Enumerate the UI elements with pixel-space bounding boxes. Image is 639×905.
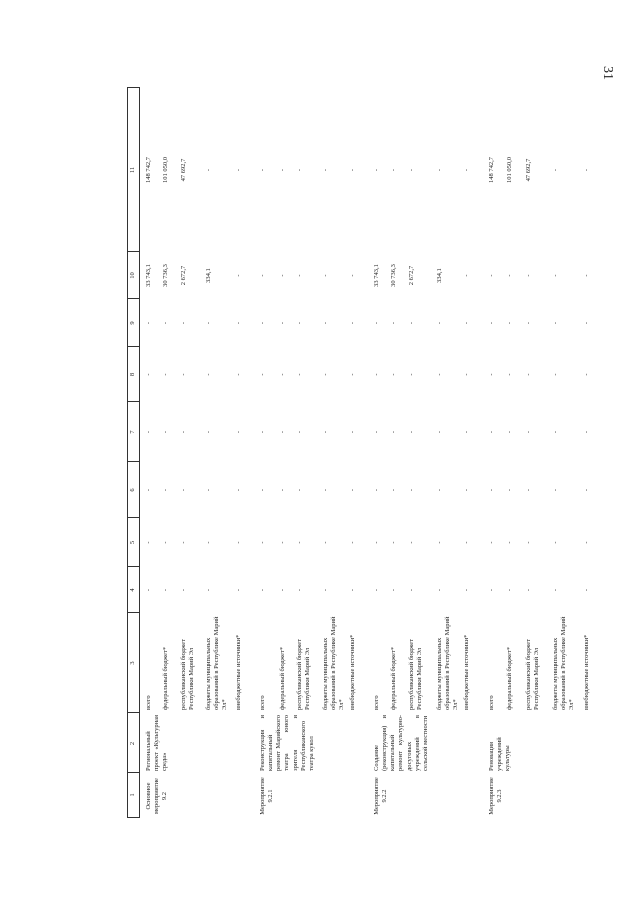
row-funding-source: бюджеты муниципальных образований в Республике Марий Эл* [205, 616, 229, 710]
row-value-col-5: - [463, 541, 470, 544]
row-value-col-8: - [162, 373, 169, 376]
row-value-col-10: - [463, 274, 470, 277]
row-value-col-11: - [436, 168, 443, 172]
row-value-col-10: 334,1 [436, 268, 443, 283]
header-col-4: 4 [127, 566, 140, 613]
row-value-col-8: - [525, 373, 532, 376]
row-value-col-8: - [279, 373, 286, 376]
row-value-col-8: - [488, 373, 495, 376]
row-activity-id: Основное мероприятие 9.2 [145, 778, 169, 814]
row-value-col-5: - [408, 541, 415, 544]
row-value-col-6: - [296, 488, 303, 492]
row-value-col-7: - [145, 430, 152, 434]
row-value-col-11: - [552, 168, 559, 172]
row-value-col-6: - [525, 488, 532, 492]
row-value-col-10: - [235, 274, 242, 277]
row-value-col-10: 2 672,7 [408, 265, 415, 286]
row-value-col-10: - [296, 274, 303, 277]
row-value-col-6: - [279, 488, 286, 492]
row-value-col-5: - [296, 541, 303, 544]
row-value-col-6: - [349, 488, 356, 492]
row-value-col-4: - [296, 588, 303, 592]
row-value-col-4: - [145, 588, 152, 592]
row-value-col-7: - [296, 430, 303, 434]
row-value-col-9: - [390, 321, 397, 325]
row-value-col-8: - [349, 373, 356, 376]
row-value-col-10: - [506, 274, 513, 277]
row-value-col-6: - [205, 488, 212, 492]
row-value-col-4: - [279, 588, 286, 592]
header-col-9: 9 [127, 298, 140, 347]
row-value-col-11: - [390, 168, 397, 172]
row-value-col-4: - [322, 588, 329, 592]
row-value-col-4: - [205, 588, 212, 592]
row-value-col-6: - [373, 488, 380, 492]
row-activity-id: Мероприятие 9.2.3 [488, 777, 504, 815]
row-value-col-5: - [322, 541, 329, 544]
row-value-col-6: - [259, 488, 266, 492]
row-value-col-9: - [552, 321, 559, 325]
row-value-col-4: - [552, 588, 559, 592]
row-value-col-9: - [296, 321, 303, 325]
row-funding-source: внебюджетные источники* [349, 634, 356, 710]
row-value-col-8: - [205, 373, 212, 376]
row-value-col-9: - [205, 321, 212, 325]
row-value-col-8: - [583, 373, 590, 376]
row-value-col-5: - [205, 541, 212, 544]
row-value-col-5: - [279, 541, 286, 544]
row-activity-id: Мероприятие 9.2.2 [373, 777, 389, 815]
header-col-6: 6 [127, 461, 140, 518]
row-value-col-11: - [373, 168, 380, 172]
row-value-col-4: - [583, 588, 590, 592]
row-value-col-9: - [145, 321, 152, 325]
row-funding-source: бюджеты муниципальных образований в Республике Марий Эл* [322, 616, 346, 710]
row-value-col-6: - [488, 488, 495, 492]
row-funding-source: федеральный бюджет* [390, 646, 397, 710]
row-activity-id: Мероприятие 9.2.1 [259, 777, 275, 815]
header-col-1: 1 [127, 772, 140, 818]
row-value-col-11: 148 742,7 [145, 157, 152, 183]
row-value-col-4: - [180, 588, 187, 592]
row-value-col-11: 101 050,0 [506, 157, 513, 183]
row-funding-source: республиканский бюджет Республики Марий Эл [408, 638, 424, 710]
row-value-col-9: - [259, 321, 266, 325]
row-funding-source: республиканский бюджет Республики Марий Эл [180, 638, 196, 710]
row-value-col-5: - [180, 541, 187, 544]
row-value-col-6: - [180, 488, 187, 492]
row-value-col-11: 101 050,0 [162, 157, 169, 183]
row-funding-source: федеральный бюджет* [506, 646, 513, 710]
row-value-col-10: - [259, 274, 266, 277]
row-value-col-5: - [145, 541, 152, 544]
row-activity-name: Региональный проект «Культурная среда» [145, 715, 169, 771]
row-value-col-9: - [322, 321, 329, 325]
row-funding-source: бюджеты муниципальных образований в Республике Марий Эл* [552, 616, 576, 710]
row-value-col-4: - [463, 588, 470, 592]
row-value-col-7: - [259, 430, 266, 434]
row-activity-name: Реновация учреждений культуры [488, 737, 512, 771]
row-value-col-8: - [235, 373, 242, 376]
row-value-col-6: - [552, 488, 559, 492]
row-value-col-4: - [373, 588, 380, 592]
row-value-col-6: - [235, 488, 242, 492]
row-value-col-9: - [583, 321, 590, 325]
row-value-col-4: - [408, 588, 415, 592]
row-value-col-11: - [463, 168, 470, 172]
row-value-col-5: - [488, 541, 495, 544]
row-value-col-7: - [488, 430, 495, 434]
row-value-col-10: 30 736,3 [390, 264, 397, 287]
row-value-col-8: - [506, 373, 513, 376]
row-funding-source: внебюджетные источники* [235, 634, 242, 710]
row-value-col-11: - [408, 168, 415, 172]
row-value-col-7: - [525, 430, 532, 434]
row-value-col-6: - [408, 488, 415, 492]
header-col-3: 3 [127, 612, 140, 713]
row-value-col-7: - [279, 430, 286, 434]
row-value-col-7: - [162, 430, 169, 434]
row-value-col-7: - [463, 430, 470, 434]
row-value-col-9: - [349, 321, 356, 325]
row-value-col-4: - [259, 588, 266, 592]
row-value-col-5: - [349, 541, 356, 544]
row-value-col-5: - [506, 541, 513, 544]
row-value-col-4: - [390, 588, 397, 592]
row-value-col-6: - [162, 488, 169, 492]
row-value-col-10: 30 736,3 [162, 264, 169, 287]
row-value-col-7: - [436, 430, 443, 434]
row-value-col-11: 47 692,7 [180, 158, 187, 182]
header-col-2: 2 [127, 712, 140, 774]
row-value-col-11: - [235, 168, 242, 172]
header-col-8: 8 [127, 346, 140, 402]
row-value-col-10: 334,1 [205, 268, 212, 283]
row-value-col-7: - [408, 430, 415, 434]
row-value-col-11: - [583, 168, 590, 172]
row-value-col-9: - [436, 321, 443, 325]
row-funding-source: всего [259, 695, 266, 710]
row-value-col-8: - [390, 373, 397, 376]
row-value-col-11: - [296, 168, 303, 172]
row-value-col-11: - [259, 168, 266, 172]
row-funding-source: республиканский бюджет Республики Марий Эл [296, 638, 312, 710]
row-value-col-10: 33 743,1 [373, 264, 380, 287]
row-value-col-11: - [349, 168, 356, 172]
row-value-col-6: - [145, 488, 152, 492]
row-value-col-7: - [205, 430, 212, 434]
header-col-5: 5 [127, 517, 140, 567]
row-funding-source: федеральный бюджет* [162, 646, 169, 710]
row-value-col-6: - [390, 488, 397, 492]
row-funding-source: республиканский бюджет Республики Марий Эл [525, 638, 541, 710]
row-value-col-11: - [279, 168, 286, 172]
row-value-col-10: 2 672,7 [180, 265, 187, 286]
row-value-col-7: - [506, 430, 513, 434]
row-funding-source: бюджеты муниципальных образований в Республике Марий Эл* [436, 616, 460, 710]
header-col-10: 10 [127, 251, 140, 299]
row-value-col-7: - [349, 430, 356, 434]
row-value-col-8: - [373, 373, 380, 376]
row-value-col-6: - [583, 488, 590, 492]
row-value-col-7: - [373, 430, 380, 434]
row-value-col-6: - [322, 488, 329, 492]
header-col-11: 11 [127, 87, 140, 252]
row-value-col-8: - [180, 373, 187, 376]
row-value-col-7: - [322, 430, 329, 434]
row-value-col-5: - [552, 541, 559, 544]
row-value-col-9: - [373, 321, 380, 325]
row-value-col-4: - [525, 588, 532, 592]
row-value-col-8: - [463, 373, 470, 376]
row-value-col-4: - [235, 588, 242, 592]
row-value-col-7: - [552, 430, 559, 434]
row-funding-source: всего [373, 695, 380, 710]
row-value-col-10: 33 743,1 [145, 264, 152, 287]
row-value-col-7: - [583, 430, 590, 434]
row-value-col-4: - [488, 588, 495, 592]
row-value-col-5: - [259, 541, 266, 544]
row-value-col-4: - [436, 588, 443, 592]
row-funding-source: внебюджетные источники* [583, 634, 590, 710]
row-funding-source: всего [488, 695, 495, 710]
row-value-col-10: - [349, 274, 356, 277]
row-value-col-4: - [506, 588, 513, 592]
row-activity-name: Создание (реконструкция) и капитальный ремонт культурно-досуговых учреждений в сельской местности [373, 715, 429, 771]
row-value-col-9: - [525, 321, 532, 325]
row-value-col-9: - [408, 321, 415, 325]
row-value-col-8: - [145, 373, 152, 376]
row-value-col-10: - [322, 274, 329, 277]
row-value-col-11: 148 742,7 [488, 157, 495, 183]
row-activity-name: Реконструкция и капитальный ремонт Марийского театра юного зрителя и Республиканского театра кукол [259, 715, 315, 771]
row-value-col-5: - [436, 541, 443, 544]
row-value-col-4: - [162, 588, 169, 592]
row-value-col-11: - [205, 168, 212, 172]
row-value-col-6: - [436, 488, 443, 492]
row-value-col-8: - [296, 373, 303, 376]
row-value-col-11: 47 692,7 [525, 158, 532, 182]
row-value-col-5: - [583, 541, 590, 544]
row-value-col-9: - [506, 321, 513, 325]
row-value-col-11: - [322, 168, 329, 172]
row-value-col-6: - [506, 488, 513, 492]
row-value-col-10: - [279, 274, 286, 277]
row-value-col-10: - [552, 274, 559, 277]
row-value-col-4: - [349, 588, 356, 592]
row-value-col-5: - [390, 541, 397, 544]
budget-table [127, 88, 592, 818]
row-funding-source: федеральный бюджет* [279, 646, 286, 710]
row-value-col-7: - [180, 430, 187, 434]
row-value-col-9: - [488, 321, 495, 325]
row-value-col-5: - [373, 541, 380, 544]
row-value-col-7: - [390, 430, 397, 434]
row-value-col-9: - [279, 321, 286, 325]
row-value-col-8: - [552, 373, 559, 376]
row-funding-source: всего [145, 695, 152, 710]
row-value-col-8: - [408, 373, 415, 376]
row-value-col-9: - [162, 321, 169, 325]
row-value-col-8: - [436, 373, 443, 376]
row-value-col-8: - [259, 373, 266, 376]
row-value-col-5: - [162, 541, 169, 544]
row-value-col-8: - [322, 373, 329, 376]
row-funding-source: внебюджетные источники* [463, 634, 470, 710]
row-value-col-6: - [463, 488, 470, 492]
row-value-col-5: - [235, 541, 242, 544]
page-number: 31 [600, 66, 615, 80]
row-value-col-10: - [583, 274, 590, 277]
row-value-col-10: - [488, 274, 495, 277]
row-value-col-9: - [463, 321, 470, 325]
row-value-col-7: - [235, 430, 242, 434]
row-value-col-5: - [525, 541, 532, 544]
row-value-col-10: - [525, 274, 532, 277]
row-value-col-9: - [180, 321, 187, 325]
row-value-col-9: - [235, 321, 242, 325]
header-col-7: 7 [127, 401, 140, 462]
